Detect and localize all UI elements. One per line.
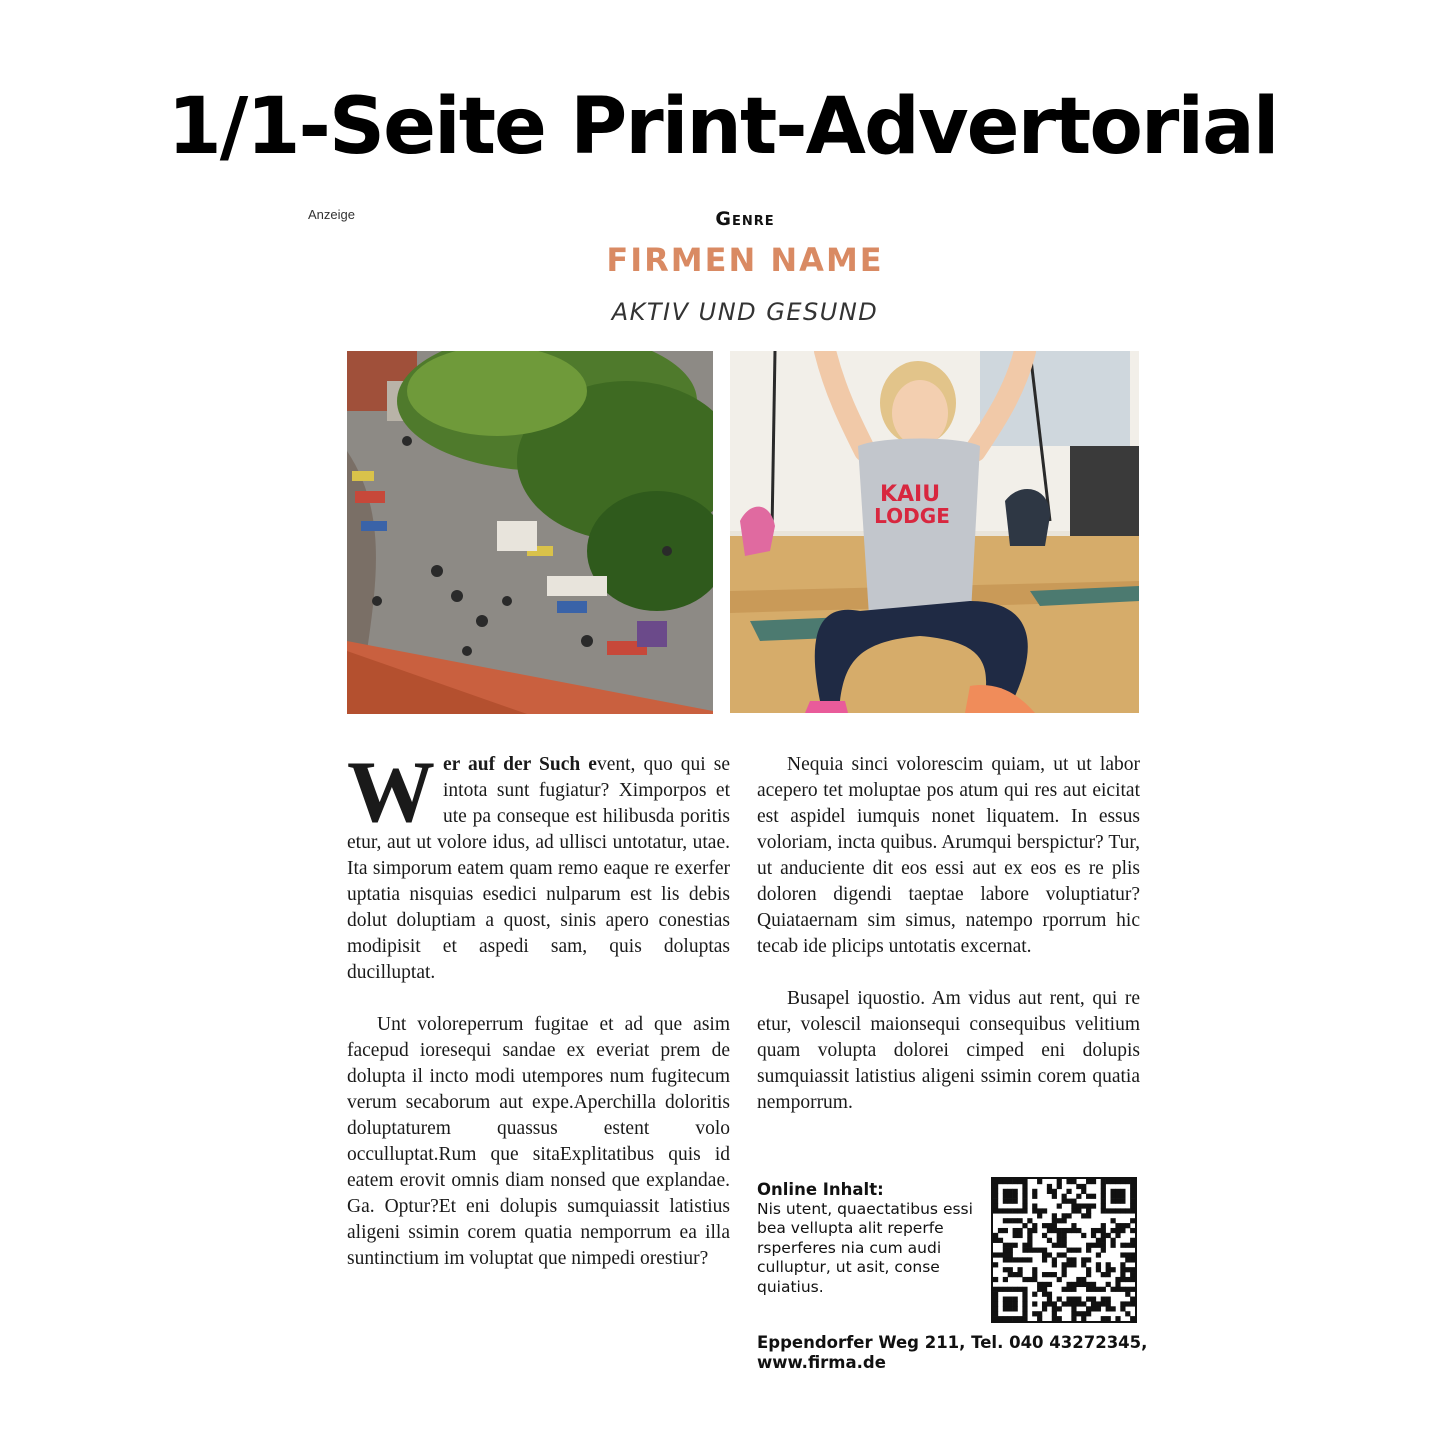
article-column-right — [757, 752, 1140, 1116]
article-paragraph-2: Unt voloreperrum fugitae et ad que asim facepud ioresequi sandae ex everiat prem de dolupta il incto modi utempores num fugitecum verum secaborum aut expe.Aperchilla doloritis doluptaturem quassus estent volo occulluptat.Rum que sitaExplitatibus quis id eatem erovit omnis diam nonsed que explandae. Ga. Optur?Et eni dolupis sumquiassit latistius aligeni ssimin corem quatia nemporrum ea illa suntinctium im voluptat que nimpedi orestiur? — [347, 1014, 730, 1269]
ad-label: Anzeige — [308, 207, 355, 222]
shirt-text-line-1: KAIU — [879, 482, 941, 507]
tagline: AKTIV UND GESUND — [611, 298, 879, 326]
article-paragraph-1 — [347, 744, 730, 986]
page-title: 1/1-Seite Print-Advertorial — [167, 82, 1278, 172]
fitness-trainer-photo — [730, 351, 1139, 713]
article-column-left — [347, 744, 730, 1272]
drop-cap: W — [347, 744, 435, 841]
online-title: Online Inhalt: — [757, 1180, 884, 1199]
contact-address: Eppendorfer Weg 211, Tel. 040 43272345, www.firma.de — [757, 1333, 1148, 1372]
online-info — [757, 1180, 977, 1297]
shirt-text-line-2: LODGE — [874, 504, 950, 528]
article-paragraph-4: Busapel iquostio. Am vidus aut rent, qui re etur, volescil maionsequi consequibus velitium quam volupta dolorei cimped eni dolupis sumquiassit latistius aligeni ssimin corem quatia nemporrum. — [757, 988, 1140, 1113]
firm-name: FIRMEN NAME — [606, 241, 884, 279]
article-lead: er auf der Such e — [443, 754, 597, 775]
genre-label: Genre — [715, 208, 775, 230]
flea-market-aerial-photo — [347, 351, 713, 714]
online-text: Nis utent, quaectatibus essi bea vellupta alit reperfe rsperferes nia cum audi culluptur, ut asit, conse quiatius. — [757, 1199, 973, 1296]
article-paragraph-1-text: vent, quo qui se intota sunt fugiatur? Ximporpos et ute pa conseque est hilibusda poritis etur, aut ut volore idus, ad ullisci untotatur, utae. Ita simporum eatem quam remo eaque re exerfer uptatia nisquias esedici nulparum est lis debis dolut doluptiam a quost, sinis apero conestias modipisit et aspedi sam, quis doluptas ducilluptat. — [347, 754, 730, 983]
article-paragraph-3: Nequia sinci volorescim quiam, ut ut labor acepero tet moluptae pos atum qui res aut eicitat est aspidel iumquis nonet liquatem. In essus voloriam, incta quibus. Arumqui berspictur? Tur, ut anduciente dit eos essi aut ex eos es re plis doloren digendi taeptae labore voluptiatur? Quiataernam sim simus, natempo rporrum hic tecab ide plicips untotatis excernat. — [757, 754, 1140, 957]
qr-code-icon[interactable] — [991, 1177, 1137, 1323]
